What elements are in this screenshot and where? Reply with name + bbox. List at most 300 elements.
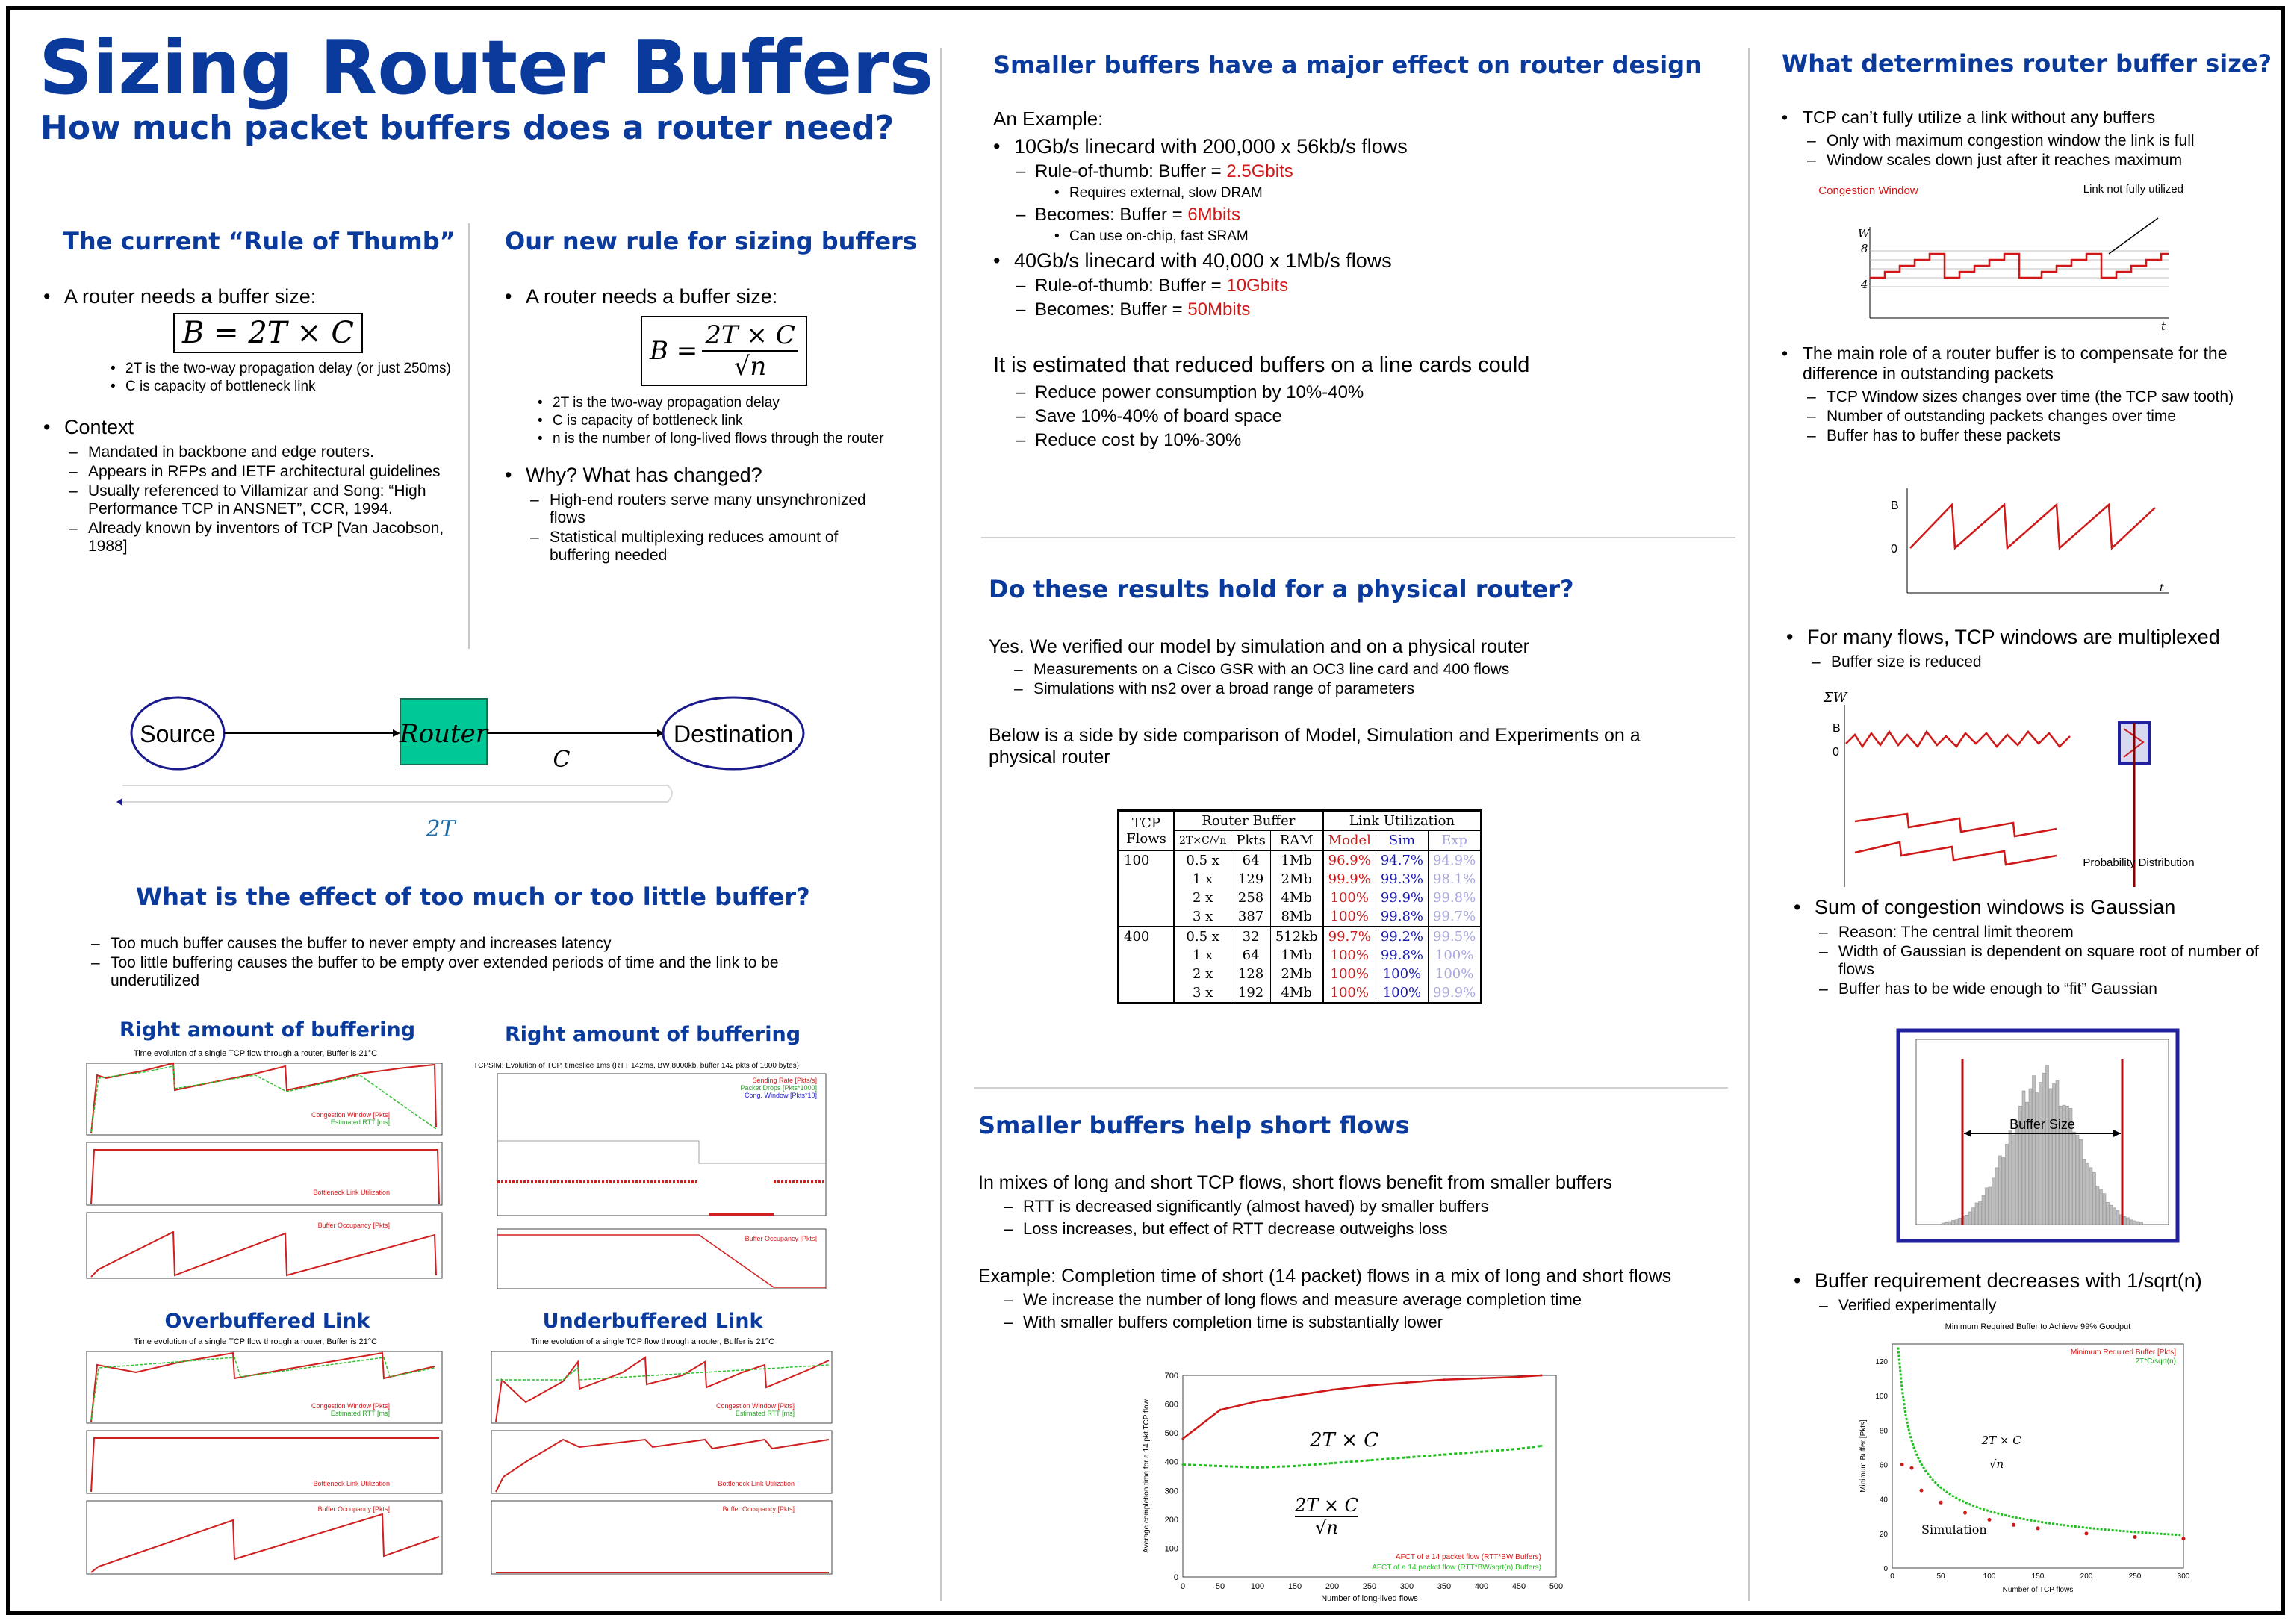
afct-point — [1331, 1462, 1334, 1464]
histogram-bar — [2123, 1216, 2126, 1225]
short-sub-0: – RTT is decreased significantly (almost haved) by smaller buffers — [1004, 1197, 1673, 1216]
plot3-leg-util: Bottleneck Link Utilization — [313, 1480, 390, 1487]
histogram-bar — [1965, 1215, 1968, 1225]
formula-num: 2T × C — [702, 320, 798, 352]
design-bec1-note: • Can use on-chip, fast SRAM — [1054, 228, 1650, 245]
minbuf-point — [1963, 1511, 1967, 1515]
physical-sub-0: – Measurements on a Cisco GSR with an OC3 line card and 400 flows — [1014, 661, 1661, 679]
design-example: An Example: — [993, 108, 1104, 130]
afct-point — [1369, 1384, 1371, 1387]
determines-b1: • TCP can’t fully utilize a link without any buffers — [1782, 108, 2260, 128]
minbuf-ytick: 80 — [1879, 1427, 1888, 1436]
cell-model: 100% — [1323, 907, 1376, 927]
poster-subtitle: How much packet buffers does a router need? — [40, 109, 895, 147]
histogram-bar — [2096, 1186, 2099, 1225]
determines-b5-section — [1794, 1269, 2272, 1316]
afct-xtick: 100 — [1250, 1582, 1265, 1591]
col-divider-1 — [940, 48, 942, 1601]
newrule-sub-1: • C is capacity of bottleneck link — [538, 413, 901, 429]
afct-label-bot-num: 2T × C — [1295, 1495, 1359, 1516]
minbuf-point — [1988, 1518, 1992, 1522]
design-rot1-note: • Requires external, slow DRAM — [1054, 185, 1650, 202]
thumb-sub-0: • 2T is the two-way propagation delay (or just 250ms) — [111, 361, 461, 377]
afct-ytick: 600 — [1164, 1400, 1178, 1410]
plot4-leg-util: Bottleneck Link Utilization — [718, 1480, 795, 1487]
histogram-bar — [2053, 1084, 2056, 1225]
histogram-bar — [2009, 1130, 2012, 1225]
plot-right2 — [466, 1059, 832, 1298]
histogram-bar — [2093, 1172, 2096, 1225]
histogram-bar — [2086, 1163, 2089, 1225]
afct-ytick: 400 — [1164, 1457, 1178, 1467]
plot2-leg-drops: Packet Drops [Pkts*1000] — [740, 1084, 817, 1092]
cell-sim: 99.2% — [1376, 927, 1428, 946]
afct-ytick: 0 — [1173, 1573, 1178, 1582]
minbuf-xtick: 0 — [1890, 1572, 1894, 1581]
afct-point — [1406, 1456, 1408, 1458]
short-section — [978, 1172, 1673, 1335]
cell-model: 100% — [1323, 983, 1376, 1004]
flows-cell: 400 — [1119, 927, 1175, 1004]
cell-exp: 99.7% — [1433, 909, 1476, 924]
cell-model: 100% — [1323, 889, 1376, 907]
svg-text:B: B — [1833, 722, 1841, 735]
cell-sim: 100% — [1376, 965, 1428, 983]
design-red-1: – Save 10%-40% of board space — [1016, 406, 1650, 427]
cell-exp: 99.9% — [1433, 985, 1476, 1001]
histogram-bar — [2076, 1135, 2079, 1225]
minbuf-xtick: 200 — [2080, 1572, 2093, 1581]
formula-lhs: B = — [650, 336, 698, 366]
prob-label: Probability Distribution — [2083, 856, 2195, 869]
left-divider — [468, 223, 470, 649]
cell-mult: 2 x — [1174, 889, 1231, 907]
afct-chart — [1138, 1368, 1571, 1607]
thumb-heading: The current “Rule of Thumb” — [63, 227, 456, 255]
histogram-bar — [2042, 1073, 2045, 1225]
plot1-leg-cwnd: Congestion Window [Pkts] — [311, 1111, 390, 1119]
cell-exp: 100% — [1434, 966, 1474, 982]
newrule-heading: Our new rule for sizing buffers — [505, 227, 917, 255]
design-estimate: It is estimated that reduced buffers on a line cards could — [993, 353, 1530, 377]
plot4-leg-occ: Buffer Occupancy [Pkts] — [722, 1505, 795, 1513]
physical-below: Below is a side by side comparison of Model, Simulation and Experiments on a physical router — [989, 725, 1641, 768]
context-label: • Context — [43, 416, 461, 439]
svg-text:8: 8 — [1861, 242, 1868, 255]
histogram-bar — [1999, 1156, 2002, 1225]
determines-b4-sub-1: – Width of Gaussian is dependent on square root of number of flows — [1819, 943, 2272, 979]
cell-model: 99.9% — [1323, 870, 1376, 889]
cell-pkts: 64 — [1231, 946, 1271, 965]
mid-divider-2 — [974, 1087, 1728, 1089]
histogram-bar — [2130, 1220, 2133, 1225]
svg-text:t: t — [2161, 320, 2166, 333]
design-rot2-val: 10Gbits — [1226, 276, 1289, 296]
afct-point — [1541, 1375, 1543, 1377]
newrule-section — [505, 285, 901, 566]
afct-label-bot-den: √n — [1315, 1517, 1338, 1538]
design-red-2: – Reduce cost by 10%-30% — [1016, 430, 1650, 451]
plot1-leg-rtt: Estimated RTT [ms] — [330, 1119, 390, 1126]
newrule-sub-2: • n is the number of long-lived flows through the router — [538, 431, 901, 447]
destination-label: Destination — [673, 721, 794, 747]
th-tcp: TCP Flows — [1119, 811, 1175, 851]
determines-b4-sub-2: – Buffer has to be wide enough to “fit” Gaussian — [1819, 980, 2272, 998]
svg-text:ΣW: ΣW — [1824, 690, 1847, 706]
cell-ram: 512kb — [1270, 927, 1322, 946]
afct-xtick: 500 — [1549, 1582, 1564, 1591]
determines-b4-sub-0: – Reason: The central limit theorem — [1819, 924, 2272, 942]
multiplex-diagram — [1818, 687, 2195, 892]
cell-pkts: 64 — [1231, 850, 1271, 870]
determines-b1-sub-1: – Window scales down just after it reaches maximum — [1807, 152, 2260, 169]
cell-exp: 99.8% — [1433, 890, 1476, 906]
determines-b5: • Buffer requirement decreases with 1/sqrt(n) — [1794, 1269, 2272, 1292]
cwnd-diagram — [1818, 179, 2198, 336]
formula-den: √n — [733, 352, 767, 382]
svg-text:B: B — [1891, 500, 1899, 512]
svg-text:4: 4 — [1861, 278, 1868, 291]
histogram-bar — [1975, 1203, 1978, 1225]
afct-xtick: 0 — [1180, 1582, 1186, 1591]
plot-title-right1: Right amount of buffering — [119, 1018, 416, 1042]
minbuf-ytick: 100 — [1875, 1393, 1888, 1401]
plot4-leg-cwnd: Congestion Window [Pkts] — [715, 1402, 795, 1410]
short-sub2-0: – We increase the number of long flows and measure average completion time — [1004, 1290, 1673, 1310]
link-label: C — [553, 747, 571, 773]
histogram-bar — [1968, 1212, 1971, 1225]
histogram-bar — [2100, 1190, 2103, 1225]
cell-exp: 98.1% — [1433, 871, 1476, 887]
determines-b4-section — [1794, 896, 2272, 1000]
minbuf-point — [1900, 1463, 1904, 1466]
th-ram: RAM — [1270, 831, 1322, 851]
minbuf-ytitle: Minimum Buffer [Pkts] — [1859, 1419, 1868, 1493]
histogram-bar — [2033, 1076, 2036, 1225]
afct-xtick: 350 — [1437, 1582, 1452, 1591]
afct-legend-1: AFCT of a 14 packet flow (RTT*BW/sqrt(n) Buffers) — [1372, 1564, 1541, 1572]
cell-pkts: 258 — [1231, 889, 1271, 907]
cell-mult: 2 x — [1174, 965, 1231, 983]
plot4-caption: Time evolution of a single TCP flow through a router, Buffer is 21°C — [530, 1337, 775, 1346]
svg-text:W: W — [1858, 227, 1870, 240]
histogram-bar — [2015, 1121, 2018, 1225]
minbuf-formula-den: √n — [1989, 1457, 2004, 1472]
histogram-bar — [1982, 1195, 1985, 1225]
minbuf-legend-1: 2T*C/sqrt(n) — [2135, 1357, 2176, 1366]
why-bullet: • Why? What has changed? — [505, 464, 901, 487]
histogram-bar — [1995, 1168, 1998, 1225]
short-example: Example: Completion time of short (14 packet) flows in a mix of long and short flows — [978, 1266, 1672, 1287]
histogram-bar — [2029, 1089, 2032, 1225]
afct-xtick: 200 — [1325, 1582, 1340, 1591]
minbuf-title: Minimum Required Buffer to Achieve 99% Goodput — [1945, 1322, 2131, 1331]
plot-right1 — [61, 1045, 450, 1299]
short-intro: In mixes of long and short TCP flows, short flows benefit from smaller buffers — [978, 1172, 1612, 1193]
physical-heading: Do these results hold for a physical router? — [989, 575, 1574, 603]
short-sub-1: – Loss increases, but effect of RTT decrease outweighs loss — [1004, 1219, 1673, 1239]
histogram-bar — [2089, 1168, 2092, 1225]
cell-pkts: 32 — [1231, 927, 1271, 946]
histogram-bar — [2107, 1202, 2110, 1225]
design-bec2-label: Becomes: Buffer = — [1035, 299, 1188, 320]
design-card2: • 40Gb/s linecard with 40,000 x 1Mb/s flows — [993, 249, 1650, 273]
histogram-bar — [2116, 1210, 2119, 1225]
context-3: – Already known by inventors of TCP [Van Jacobson, 1988] — [69, 520, 461, 556]
histogram-bar — [1942, 1223, 1945, 1225]
afct-point — [1182, 1463, 1184, 1466]
source-label: Source — [140, 721, 216, 747]
plot3-leg-occ: Buffer Occupancy [Pkts] — [317, 1505, 390, 1513]
afct-point — [1294, 1465, 1296, 1467]
afct-label-bot — [1295, 1495, 1358, 1538]
histogram-bar — [2006, 1144, 2009, 1225]
physical-section — [989, 636, 1661, 768]
afct-ytitle: Average completion time for a 14 pkt TCP flow — [1143, 1399, 1151, 1553]
thumb-formula: B = 2T × C — [173, 313, 363, 353]
cell-pkts: 387 — [1231, 907, 1271, 927]
histogram-bar — [1992, 1178, 1995, 1225]
svg-text:t: t — [2160, 582, 2164, 594]
design-rot2-label: Rule-of-thumb: Buffer = — [1035, 276, 1227, 296]
table-row — [1119, 850, 1482, 870]
plot4-leg-rtt: Estimated RTT [ms] — [735, 1410, 795, 1417]
minbuf-point — [1910, 1466, 1914, 1470]
histogram-bar — [2140, 1222, 2143, 1225]
minbuf-ytick: 20 — [1879, 1530, 1888, 1539]
cell-pkts: 192 — [1231, 983, 1271, 1004]
design-bec1-val: 6Mbits — [1187, 205, 1241, 225]
cell-model: 100% — [1323, 965, 1376, 983]
design-card1: • 10Gb/s linecard with 200,000 x 56kb/s flows — [993, 135, 1650, 158]
table-row — [1119, 927, 1482, 946]
newrule-formula — [641, 316, 807, 386]
histogram-bar — [2036, 1093, 2039, 1225]
poster-title: Sizing Router Buffers — [39, 24, 934, 111]
afct-point — [1219, 1465, 1222, 1467]
minbuf-xtick: 250 — [2128, 1572, 2142, 1581]
cell-mult: 0.5 x — [1174, 850, 1231, 870]
minbuf-formula-num: 2T × C — [1981, 1433, 2021, 1447]
histogram-bar — [1955, 1220, 1958, 1225]
determines-b3: • For many flows, TCP windows are multiplexed — [1786, 626, 2264, 649]
thumb-bullet: • A router needs a buffer size: — [43, 285, 461, 308]
cell-mult: 1 x — [1174, 946, 1231, 965]
afct-point — [1481, 1451, 1483, 1453]
minbuf-ytick: 0 — [1883, 1565, 1888, 1573]
context-2: – Usually referenced to Villamizar and Song: “High Performance TCP in ANSNET”, CCR, 1994. — [69, 482, 461, 518]
minbuf-point — [2182, 1537, 2186, 1540]
physical-yes: Yes. We verified our model by simulation and on a physical router — [989, 636, 1529, 657]
afct-point — [1443, 1454, 1446, 1456]
afct-xtitle: Number of long-lived flows — [1321, 1594, 1418, 1603]
effect-heading: What is the effect of too much or too little buffer? — [136, 883, 810, 911]
cell-model: 99.7% — [1323, 927, 1376, 946]
histogram-bar — [1959, 1218, 1962, 1225]
why-sub-1: – Statistical multiplexing reduces amount of buffering needed — [530, 529, 901, 564]
determines-b4: • Sum of congestion windows is Gaussian — [1794, 896, 2272, 919]
afct-xtick: 50 — [1215, 1582, 1225, 1591]
plot-title-under: Underbuffered Link — [542, 1310, 763, 1333]
afct-point — [1443, 1378, 1446, 1381]
histogram-bar — [2012, 1135, 2015, 1225]
afct-xtick: 450 — [1511, 1582, 1526, 1591]
design-rot1-val: 2.5Gbits — [1226, 161, 1293, 181]
mid-divider-1 — [981, 537, 1735, 538]
gaussian-histogram — [1897, 1029, 2180, 1242]
determines-b3-section — [1786, 626, 2264, 673]
design-rot1-label: Rule-of-thumb: Buffer = — [1035, 161, 1227, 181]
svg-text:0: 0 — [1891, 543, 1897, 556]
determines-b5-sub-0: – Verified experimentally — [1819, 1297, 2272, 1315]
effect-1: – Too little buffering causes the buffer to be empty over extended periods of time and the link to be underutilized — [91, 954, 842, 990]
minbuf-point — [2133, 1535, 2137, 1539]
th-router: Router Buffer — [1174, 811, 1323, 831]
cell-mult: 3 x — [1174, 983, 1231, 1004]
histogram-bar — [2080, 1139, 2083, 1225]
minbuf-point — [2012, 1523, 2015, 1527]
poster — [6, 6, 2285, 1615]
afct-ytick: 500 — [1164, 1429, 1178, 1439]
histogram-bar — [1948, 1222, 1951, 1225]
afct-xtick: 150 — [1287, 1582, 1302, 1591]
histogram-bar — [2002, 1157, 2005, 1225]
cell-ram: 8Mb — [1270, 907, 1322, 927]
plot3-leg-rtt: Estimated RTT [ms] — [330, 1410, 390, 1417]
rtt-label: 2T — [426, 816, 456, 842]
afct-ytick: 100 — [1164, 1544, 1178, 1554]
minbuf-point — [2085, 1531, 2089, 1535]
cell-exp: 99.5% — [1433, 929, 1476, 945]
buffer-size-label: Buffer Size — [2009, 1117, 2075, 1132]
afct-ytick: 700 — [1164, 1372, 1178, 1381]
router-label: Router — [399, 719, 488, 749]
results-table — [1117, 809, 1482, 1004]
cell-mult: 3 x — [1174, 907, 1231, 927]
histogram-bar — [2110, 1205, 2113, 1225]
cell-sim: 99.8% — [1376, 907, 1428, 927]
minbuf-xtick: 150 — [2031, 1572, 2045, 1581]
cell-model: 100% — [1323, 946, 1376, 965]
minbuf-xtick: 100 — [1983, 1572, 1996, 1581]
histogram-bar — [2113, 1208, 2116, 1225]
plot2-leg-occ: Buffer Occupancy [Pkts] — [745, 1235, 817, 1242]
histogram-bar — [2136, 1222, 2139, 1225]
plot-over — [61, 1335, 450, 1596]
determines-b2-sub-0: – TCP Window sizes changes over time (the TCP saw tooth) — [1807, 388, 2260, 406]
minbuf-xtick: 50 — [1936, 1572, 1945, 1581]
plot2-leg-sending: Sending Rate [Pkts/s] — [752, 1077, 817, 1084]
afct-point — [1182, 1437, 1184, 1440]
cell-sim: 94.7% — [1376, 850, 1428, 870]
cell-pkts: 128 — [1231, 965, 1271, 983]
plot1-leg-util: Bottleneck Link Utilization — [313, 1189, 390, 1196]
cell-exp: 94.9% — [1433, 853, 1476, 868]
afct-ytick: 300 — [1164, 1487, 1178, 1496]
afct-xtick: 300 — [1399, 1582, 1414, 1591]
results-table-wrap — [1117, 809, 1482, 1004]
minbuf-point — [1920, 1489, 1924, 1493]
minbuf-legend-0: Minimum Required Buffer [Pkts] — [2071, 1348, 2176, 1357]
cell-sim: 100% — [1376, 983, 1428, 1004]
afct-ytick: 200 — [1164, 1515, 1178, 1525]
afct-point — [1331, 1389, 1334, 1391]
context-0: – Mandated in backbone and edge routers. — [69, 444, 461, 461]
histogram-bar — [1972, 1208, 1975, 1225]
determines-b2: • The main role of a router buffer is to compensate for the difference in outstanding packets — [1782, 343, 2260, 384]
plot-under — [466, 1335, 839, 1596]
short-sub2-1: – With smaller buffers completion time is substantially lower — [1004, 1313, 1673, 1332]
determines-b3-sub-0: – Buffer size is reduced — [1812, 653, 2264, 671]
determines-b2-section — [1782, 343, 2260, 447]
minbuf-point — [2036, 1526, 2040, 1530]
afct-point — [1294, 1395, 1296, 1397]
plot3-caption: Time evolution of a single TCP flow through a router, Buffer is 21°C — [133, 1337, 378, 1346]
design-section — [993, 108, 1650, 454]
th-sim: Sim — [1376, 831, 1428, 851]
afct-xtick: 250 — [1362, 1582, 1377, 1591]
minbuf-sim-label: Simulation — [1921, 1522, 1987, 1537]
minbuf-point — [1939, 1501, 1943, 1505]
cell-ram: 4Mb — [1270, 889, 1322, 907]
design-bec2-val: 50Mbits — [1187, 299, 1251, 320]
histogram-bar — [1986, 1188, 1989, 1225]
minbuf-ytick: 40 — [1879, 1496, 1888, 1505]
plot2-caption: TCPSIM: Evolution of TCP, timeslice 1ms (RTT 142ms, BW 8000kb, buffer 142 pkts of 1000 bytes) — [473, 1062, 799, 1070]
determines-heading: What determines router buffer size? — [1782, 49, 2272, 78]
afct-point — [1406, 1381, 1408, 1384]
buffer-sawtooth — [1877, 481, 2176, 600]
cell-ram: 4Mb — [1270, 983, 1322, 1004]
plot1-leg-occ: Buffer Occupancy [Pkts] — [317, 1222, 390, 1229]
newrule-sub-0: • 2T is the two-way propagation delay — [538, 395, 901, 411]
determines-b2-sub-1: – Number of outstanding packets changes over time — [1807, 408, 2260, 426]
histogram-bar — [2127, 1218, 2130, 1225]
effect-0: – Too much buffer causes the buffer to never empty and increases latency — [91, 935, 842, 953]
determines-b2-sub-2: – Buffer has to buffer these packets — [1807, 427, 2260, 445]
afct-point — [1481, 1377, 1483, 1379]
cell-mult: 1 x — [1174, 870, 1231, 889]
newrule-bullet: • A router needs a buffer size: — [505, 285, 901, 308]
histogram-bar — [1952, 1220, 1955, 1225]
topology-diagram — [115, 682, 862, 854]
cell-ram: 1Mb — [1270, 850, 1322, 870]
th-exp: Exp — [1441, 833, 1468, 848]
th-formula: 2T×C/√n — [1174, 831, 1231, 851]
context-1: – Appears in RFPs and IETF architectural guidelines — [69, 463, 461, 481]
afct-point — [1518, 1448, 1520, 1450]
cell-ram: 2Mb — [1270, 870, 1322, 889]
histogram-bar — [2039, 1083, 2042, 1225]
afct-point — [1257, 1466, 1259, 1469]
afct-point — [1518, 1375, 1520, 1378]
flows-cell: 100 — [1119, 850, 1175, 927]
minbuf-xtitle: Number of TCP flows — [2002, 1586, 2074, 1594]
plot2-leg-cong: Cong. Window [Pkts*10] — [744, 1092, 817, 1099]
minbuf-ytick: 120 — [1875, 1358, 1888, 1367]
histogram-bar — [2103, 1194, 2106, 1225]
short-heading: Smaller buffers help short flows — [978, 1111, 1410, 1139]
cell-ram: 2Mb — [1270, 965, 1322, 983]
th-pkts: Pkts — [1231, 831, 1271, 851]
cell-sim: 99.8% — [1376, 946, 1428, 965]
design-heading: Smaller buffers have a major effect on router design — [993, 51, 1702, 79]
histogram-bar — [1989, 1187, 1992, 1225]
plot-title-right2: Right amount of buffering — [504, 1023, 801, 1046]
histogram-bar — [1979, 1201, 1982, 1225]
afct-point — [1257, 1400, 1259, 1402]
histogram-bar — [1945, 1222, 1948, 1225]
